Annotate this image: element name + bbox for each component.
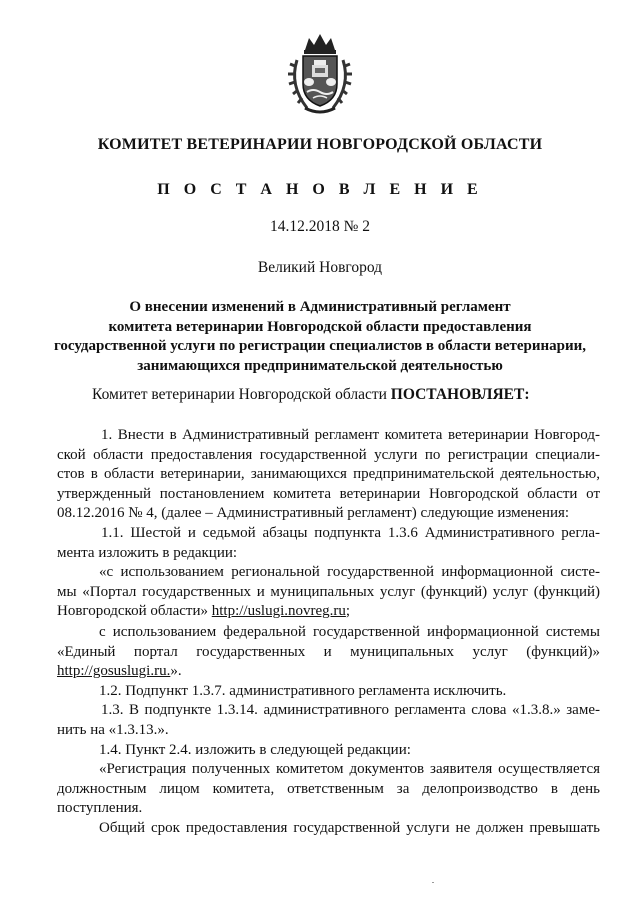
document-type: П О С Т А Н О В Л Е Н И Е — [157, 181, 483, 198]
document-body — [57, 426, 600, 838]
body-text: ; — [345, 603, 351, 620]
body-line: «Единый портал государственных и муниципальных услуг (функций)» — [57, 643, 600, 660]
resolves-statement — [92, 386, 529, 404]
title-line: занимающихся предпринимательской деятельностью — [137, 357, 503, 374]
body-line: мента изложить в редакции: — [57, 544, 238, 561]
body-text: ». — [170, 663, 182, 680]
body-line: поступления. — [57, 800, 143, 817]
coat-of-arms-icon — [285, 30, 355, 116]
body-line: нить на «1.3.13.». — [57, 721, 169, 738]
title-line: О внесении изменений в Административный регламент — [129, 299, 511, 315]
document-city: Великий Новгород — [257, 259, 383, 276]
body-line: ской области предоставления государственной услуги по регистрации специали- — [57, 446, 600, 463]
body-line: 1.4. Пункт 2.4. изложить в следующей редакции: — [99, 741, 411, 758]
body-text: Новгородской области» — [57, 603, 212, 620]
body-line: утвержденный постановлением комитета ветеринарии Новгородской области от — [57, 485, 600, 502]
uslugi-link[interactable]: http://uslugi.novreg.ru — [211, 603, 346, 620]
body-line: «Регистрация полученных комитетом документов заявителя осуществляется — [99, 761, 600, 778]
document-date-number: 14.12.2018 № 2 — [269, 218, 371, 235]
document-title — [0, 298, 640, 376]
gosuslugi-link[interactable]: http://gosuslugi.ru. — [57, 663, 171, 680]
body-line: 1.2. Подпункт 1.3.7. административного регламента исключить. — [99, 682, 507, 699]
body-line: 1. Внести в Административный регламент комитета ветеринарии Новгород- — [101, 427, 600, 443]
body-line: 1.3. В подпункте 1.3.14. административного регламента слова «1.3.8.» заме- — [101, 702, 600, 719]
body-line: 08.12.2016 № 4, (далее – Административный регламент) следующие изменения: — [57, 505, 570, 522]
body-line: стов в области ветеринарии, занимающихся предпринимательской деятельностью, — [57, 466, 600, 483]
body-line: Общий срок предоставления государственной услуги не должен превышать — [99, 819, 600, 836]
title-line: государственной услуги по регистрации специалистов в области ветеринарии, — [53, 338, 587, 354]
body-line: с использованием федеральной государственной информационной системы — [99, 623, 600, 640]
body-line — [57, 602, 600, 622]
body-line: должностным лицом комитета, ответственным за делопроизводство в день — [57, 780, 600, 797]
scan-speck — [432, 882, 434, 883]
committee-name: КОМИТЕТ ВЕТЕРИНАРИИ НОВГОРОДСКОЙ ОБЛАСТИ — [97, 136, 543, 153]
title-line: комитета ветеринарии Новгородской области предоставления — [108, 318, 532, 335]
body-line — [57, 662, 600, 682]
body-line: 1.1. Шестой и седьмой абзацы подпункта 1.3.6 Административного регла- — [101, 524, 600, 541]
resolves-verb: ПОСТАНОВЛЯЕТ: — [390, 386, 530, 403]
body-line: «с использованием региональной государственной информационной систе- — [99, 564, 600, 581]
resolves-prefix: Комитет ветеринарии Новгородской области — [92, 386, 391, 403]
body-line: мы «Портал государственных и муниципальных услуг (функций) услуг (функций) — [57, 583, 600, 600]
